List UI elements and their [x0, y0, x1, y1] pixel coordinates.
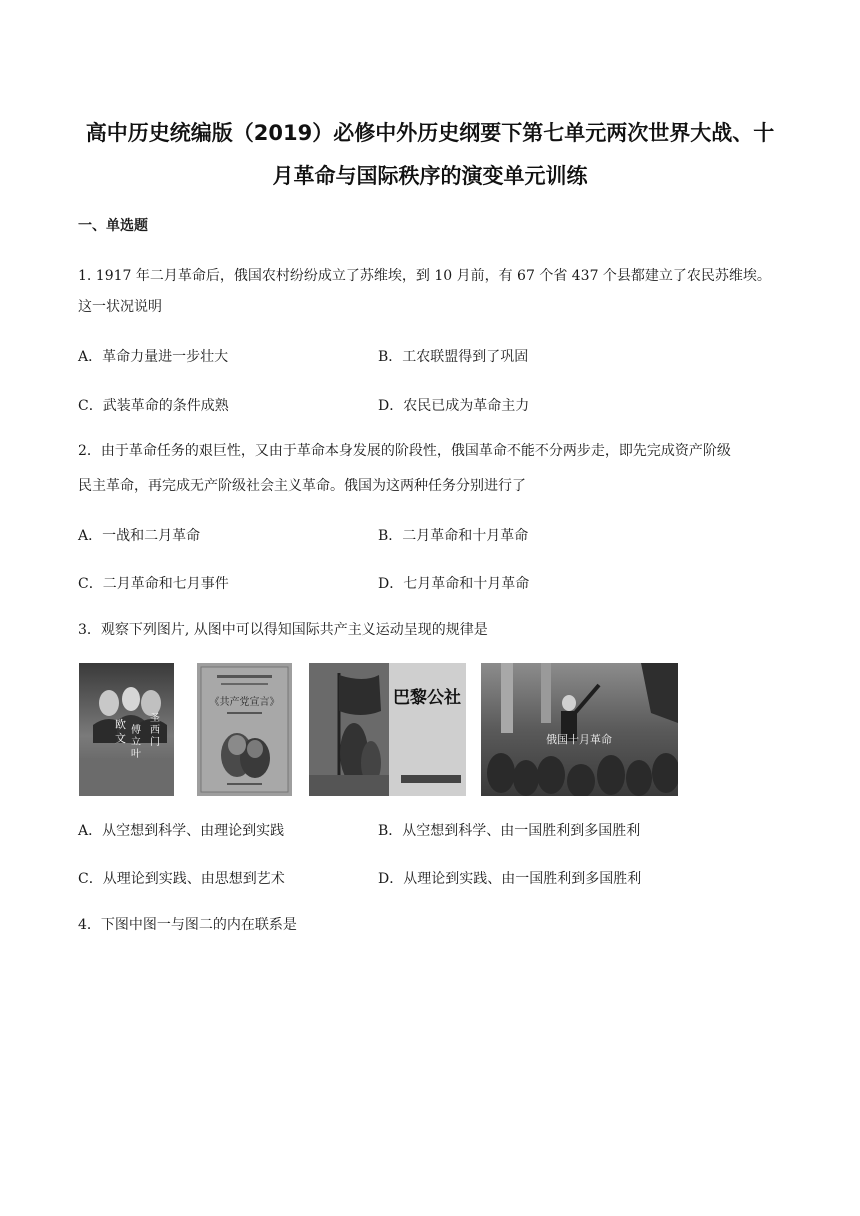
question-1-option-d: D．农民已成为革命主力	[378, 398, 530, 414]
image-caption: 圣	[150, 713, 160, 724]
utopian-socialists-image	[79, 663, 174, 796]
book-title-text: 《共产党宣言》	[209, 697, 280, 708]
question-1-option-b: B．工农联盟得到了巩固	[378, 349, 529, 365]
image-caption: 门	[150, 737, 160, 748]
question-1-text-line-1: 1. 1917 年二月革命后，俄国农村纷纷成立了苏维埃，到 10 月前，有 67 个省 437 个县都建立了农民苏维埃。	[78, 268, 771, 284]
image-caption: 叶	[131, 749, 141, 760]
image-caption: 欧	[115, 718, 126, 731]
image-caption: 西	[150, 725, 160, 736]
question-3-text: 3．观察下列图片, 从图中可以得知国际共产主义运动呈现的规律是	[78, 622, 488, 638]
question-1-option-a: A．革命力量进一步壮大	[78, 349, 229, 365]
question-2-option-a: A．一战和二月革命	[78, 528, 201, 544]
image-caption: 立	[131, 737, 141, 748]
question-2-option-c: C．二月革命和七月事件	[78, 576, 229, 592]
question-3-option-b: B．从空想到科学、由一国胜利到多国胜利	[378, 823, 641, 839]
section-heading: 一、单选题	[78, 218, 148, 234]
question-1-option-c: C．武装革命的条件成熟	[78, 398, 229, 414]
paris-commune-poster-image	[309, 663, 466, 796]
question-2-option-b: B．二月革命和十月革命	[378, 528, 529, 544]
question-2-text-line-1: 2．由于革命任务的艰巨性，又由于革命本身发展的阶段性，俄国革命不能不分两步走，即先完成资产阶级	[78, 443, 731, 459]
question-2-option-d: D．七月革命和十月革命	[378, 576, 530, 592]
image-caption: 傅	[131, 725, 141, 736]
question-2-text-line-2: 民主革命，再完成无产阶级社会主义革命。俄国为这两种任务分别进行了	[78, 478, 526, 494]
question-4-text: 4．下图中图一与图二的内在联系是	[78, 917, 297, 933]
question-3-option-d: D．从理论到实践、由一国胜利到多国胜利	[378, 871, 642, 887]
photo-caption-text: 俄国十月革命	[546, 733, 612, 746]
image-caption: 文	[115, 732, 126, 745]
document-title-line-2: 月革命与国际秩序的演变单元训练	[272, 164, 588, 188]
document-title-line-1: 高中历史统编版（2019）必修中外历史纲要下第七单元两次世界大战、十	[85, 121, 775, 145]
poster-title-text: 巴黎公社	[393, 688, 461, 708]
question-3-option-a: A．从空想到科学、由理论到实践	[78, 823, 285, 839]
question-1-text-line-2: 这一状况说明	[78, 299, 162, 315]
question-3-option-c: C．从理论到实践、由思想到艺术	[78, 871, 285, 887]
october-revolution-image	[481, 663, 678, 796]
communist-manifesto-cover-image	[197, 663, 292, 796]
